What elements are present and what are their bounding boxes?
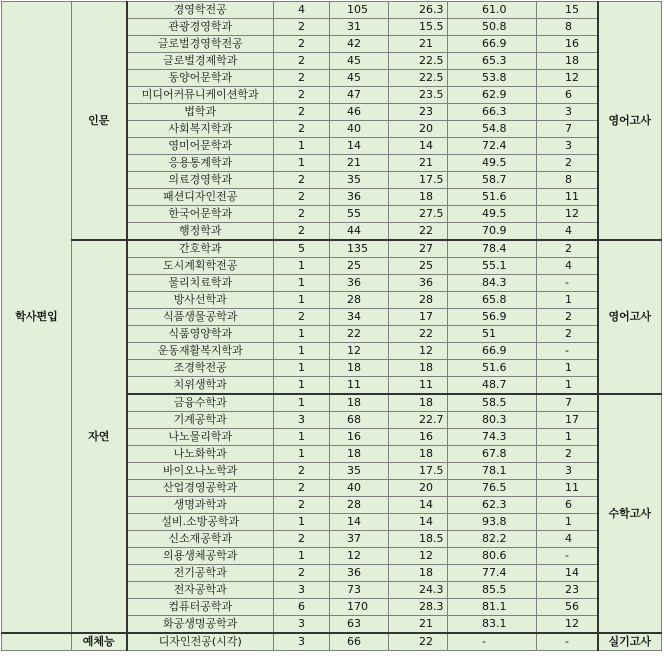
cell-last: 16 [537,36,598,53]
cell-avg: 51.6 [448,360,537,377]
cell-last: 23 [537,582,598,599]
cell-dept: 관광경영학과 [127,19,274,36]
cell-last: 3 [537,463,598,480]
cell-comp: 26.3 [389,2,448,19]
cell-last: 4 [537,258,598,275]
group-label-science: 자연 [72,240,127,633]
cell-last: 14 [537,565,598,582]
cell-comp: 17 [389,309,448,326]
cell-dept: 식품생물공학과 [127,309,274,326]
cell-avg: 65.3 [448,53,537,70]
cell-avg: 66.3 [448,104,537,121]
admission-results-table [1,1,662,651]
cell-comp: 22.5 [389,53,448,70]
cell-avg: 80.6 [448,548,537,565]
cell-sel: 1 [274,326,330,343]
cell-apply: 66 [330,633,389,651]
cell-comp: 21 [389,616,448,634]
cell-last: 2 [537,155,598,172]
cell-apply: 46 [330,104,389,121]
cell-comp: 16 [389,429,448,446]
cell-avg: 58.7 [448,172,537,189]
cell-apply: 12 [330,548,389,565]
cell-apply: 34 [330,309,389,326]
cell-apply: 105 [330,2,389,19]
cell-sel: 2 [274,53,330,70]
cell-apply: 73 [330,582,389,599]
exam-type-practical: 실기고사 [598,633,662,651]
cell-comp: 18 [389,565,448,582]
cell-sel: 2 [274,36,330,53]
cell-last: 7 [537,394,598,412]
table-row [2,633,662,651]
cell-dept: 경영학전공 [127,2,274,19]
cell-sel: 3 [274,616,330,634]
cell-dept: 영미어문학과 [127,138,274,155]
cell-avg: 55.1 [448,258,537,275]
cell-apply: 18 [330,360,389,377]
cell-apply: 31 [330,19,389,36]
cell-comp: 17.5 [389,463,448,480]
cell-comp: 22.7 [389,412,448,429]
cell-apply: 18 [330,394,389,412]
cell-apply: 25 [330,258,389,275]
cell-sel: 1 [274,292,330,309]
cell-comp: 25 [389,258,448,275]
cell-apply: 45 [330,53,389,70]
cell-avg: 48.7 [448,377,537,395]
cell-sel: 6 [274,599,330,616]
cell-avg: 85.5 [448,582,537,599]
table-row [2,2,662,19]
cell-last: 1 [537,377,598,395]
cell-sel: 2 [274,19,330,36]
cell-dept: 치위생학과 [127,377,274,395]
cell-apply: 36 [330,189,389,206]
cell-last: 2 [537,446,598,463]
cell-sel: 2 [274,497,330,514]
group-label-humanities: 인문 [72,2,127,241]
cell-comp: 22 [389,633,448,651]
cell-sel: 3 [274,582,330,599]
cell-apply: 42 [330,36,389,53]
cell-comp: 27.5 [389,206,448,223]
cell-sel: 2 [274,309,330,326]
cell-sel: 1 [274,360,330,377]
cell-apply: 170 [330,599,389,616]
cell-sel: 5 [274,240,330,258]
cell-last: 6 [537,497,598,514]
exam-type-english-science: 영어고사 [598,240,662,394]
group-label-arts: 예체능 [72,633,127,651]
exam-type-math: 수학고사 [598,394,662,633]
cell-last: 3 [537,138,598,155]
cell-dept: 행정학과 [127,223,274,241]
cell-apply: 40 [330,121,389,138]
cell-dept: 글로벌경제학과 [127,53,274,70]
cell-apply: 36 [330,275,389,292]
cell-last: 17 [537,412,598,429]
cell-sel: 1 [274,275,330,292]
cell-last: 12 [537,616,598,634]
cell-comp: 11 [389,377,448,395]
cell-comp: 14 [389,497,448,514]
cell-last: - [537,633,598,651]
cell-sel: 2 [274,172,330,189]
cell-last: 8 [537,172,598,189]
cell-dept: 산업경영공학과 [127,480,274,497]
cell-dept: 나노물리학과 [127,429,274,446]
cell-dept: 금융수학과 [127,394,274,412]
cell-last: - [537,275,598,292]
exam-type-english-humanities: 영어고사 [598,2,662,241]
cell-apply: 12 [330,343,389,360]
cell-last: 6 [537,87,598,104]
cell-comp: 21 [389,36,448,53]
cell-avg: 84.3 [448,275,537,292]
cell-apply: 28 [330,497,389,514]
cell-avg: 77.4 [448,565,537,582]
cell-sel: 2 [274,480,330,497]
cell-sel: 2 [274,70,330,87]
cell-dept: 간호학과 [127,240,274,258]
cell-avg: 58.5 [448,394,537,412]
cell-last: 4 [537,531,598,548]
cell-comp: 20 [389,121,448,138]
cell-avg: 67.8 [448,446,537,463]
cell-dept: 법학과 [127,104,274,121]
cell-comp: 22 [389,223,448,241]
cell-comp: 27 [389,240,448,258]
cell-sel: 3 [274,633,330,651]
cell-last: 11 [537,480,598,497]
table-body [2,2,662,651]
cell-apply: 22 [330,326,389,343]
cell-comp: 14 [389,514,448,531]
cell-dept: 신소재공학과 [127,531,274,548]
cell-last: 18 [537,53,598,70]
cell-dept: 컴퓨터공학과 [127,599,274,616]
cell-comp: 18 [389,394,448,412]
cell-avg: 74.3 [448,429,537,446]
cell-last: 11 [537,189,598,206]
cell-last: 12 [537,206,598,223]
cell-avg: 66.9 [448,36,537,53]
cell-comp: 20 [389,480,448,497]
cell-avg: 56.9 [448,309,537,326]
cell-apply: 37 [330,531,389,548]
cell-sel: 1 [274,258,330,275]
cell-sel: 1 [274,138,330,155]
cell-comp: 23 [389,104,448,121]
cell-sel: 2 [274,463,330,480]
cell-avg: 61.0 [448,2,537,19]
cell-comp: 22 [389,326,448,343]
cell-sel: 1 [274,377,330,395]
cell-avg: 51.6 [448,189,537,206]
cell-sel: 1 [274,155,330,172]
cell-last: 12 [537,70,598,87]
cell-avg: 78.1 [448,463,537,480]
cell-last: 4 [537,223,598,241]
cell-apply: 11 [330,377,389,395]
cell-last: 3 [537,104,598,121]
table-row [2,240,662,258]
cell-last: 2 [537,309,598,326]
cell-last: - [537,548,598,565]
cell-comp: 22.5 [389,70,448,87]
cell-dept: 전기공학과 [127,565,274,582]
cell-apply: 63 [330,616,389,634]
cell-dept: 패션디자인전공 [127,189,274,206]
cell-last: 1 [537,514,598,531]
cell-comp: 18 [389,189,448,206]
cell-avg: 49.5 [448,206,537,223]
cell-dept: 디자인전공(시각) [127,633,274,651]
cell-last: 1 [537,429,598,446]
cell-dept: 미디어커뮤니케이션학과 [127,87,274,104]
cell-last: 2 [537,326,598,343]
cell-sel: 1 [274,394,330,412]
cell-comp: 12 [389,343,448,360]
cell-dept: 생명과학과 [127,497,274,514]
cell-sel: 2 [274,121,330,138]
cell-dept: 방사선학과 [127,292,274,309]
cell-apply: 68 [330,412,389,429]
cell-avg: 76.5 [448,480,537,497]
cell-apply: 28 [330,292,389,309]
cell-comp: 18 [389,360,448,377]
cell-dept: 의료경영학과 [127,172,274,189]
cell-last: 1 [537,360,598,377]
cell-avg: 54.8 [448,121,537,138]
cell-sel: 2 [274,87,330,104]
cell-dept: 글로벌경영학전공 [127,36,274,53]
cell-sel: 2 [274,565,330,582]
cell-comp: 36 [389,275,448,292]
cell-comp: 15.5 [389,19,448,36]
cell-avg: 62.3 [448,497,537,514]
cell-dept: 한국어문학과 [127,206,274,223]
cell-dept: 조경학전공 [127,360,274,377]
cell-sel: 2 [274,189,330,206]
cell-sel: 1 [274,548,330,565]
cell-sel: 3 [274,412,330,429]
cell-avg: 49.5 [448,155,537,172]
cell-apply: 135 [330,240,389,258]
cell-apply: 44 [330,223,389,241]
cell-apply: 40 [330,480,389,497]
cell-dept: 바이오나노학과 [127,463,274,480]
cell-dept: 전자공학과 [127,582,274,599]
cell-comp: 21 [389,155,448,172]
cell-sel: 1 [274,429,330,446]
cell-sel: 1 [274,446,330,463]
program-label-blank [2,633,72,651]
program-label: 학사편입 [2,2,72,634]
cell-last: 8 [537,19,598,36]
cell-comp: 23.5 [389,87,448,104]
cell-apply: 14 [330,138,389,155]
cell-comp: 18 [389,446,448,463]
cell-avg: 50.8 [448,19,537,36]
cell-comp: 18.5 [389,531,448,548]
cell-last: 15 [537,2,598,19]
cell-apply: 21 [330,155,389,172]
cell-sel: 1 [274,514,330,531]
cell-dept: 의용생체공학과 [127,548,274,565]
cell-dept: 화공생명공학과 [127,616,274,634]
cell-comp: 24.3 [389,582,448,599]
cell-dept: 기계공학과 [127,412,274,429]
cell-avg: 78.4 [448,240,537,258]
cell-last: 2 [537,240,598,258]
cell-apply: 35 [330,463,389,480]
cell-dept: 식품영양학과 [127,326,274,343]
cell-avg: 66.9 [448,343,537,360]
cell-apply: 14 [330,514,389,531]
cell-apply: 55 [330,206,389,223]
cell-avg: 72.4 [448,138,537,155]
cell-dept: 도시계획학전공 [127,258,274,275]
cell-comp: 28 [389,292,448,309]
cell-avg: - [448,633,537,651]
cell-dept: 운동재활복지학과 [127,343,274,360]
cell-dept: 설비.소방공학과 [127,514,274,531]
cell-sel: 2 [274,104,330,121]
cell-apply: 47 [330,87,389,104]
cell-avg: 93.8 [448,514,537,531]
cell-apply: 16 [330,429,389,446]
cell-sel: 1 [274,343,330,360]
cell-dept: 응용통계학과 [127,155,274,172]
cell-dept: 물리치료학과 [127,275,274,292]
cell-avg: 62.9 [448,87,537,104]
cell-dept: 사회복지학과 [127,121,274,138]
cell-apply: 18 [330,446,389,463]
cell-dept: 나노화학과 [127,446,274,463]
cell-apply: 36 [330,565,389,582]
cell-avg: 81.1 [448,599,537,616]
cell-sel: 2 [274,223,330,241]
cell-sel: 4 [274,2,330,19]
cell-dept: 동양어문학과 [127,70,274,87]
cell-avg: 82.2 [448,531,537,548]
cell-avg: 51 [448,326,537,343]
cell-apply: 45 [330,70,389,87]
cell-comp: 17.5 [389,172,448,189]
cell-comp: 12 [389,548,448,565]
cell-avg: 70.9 [448,223,537,241]
cell-comp: 28.3 [389,599,448,616]
cell-last: 7 [537,121,598,138]
cell-sel: 2 [274,531,330,548]
cell-avg: 53.8 [448,70,537,87]
cell-last: 56 [537,599,598,616]
cell-comp: 14 [389,138,448,155]
cell-last: - [537,343,598,360]
cell-last: 1 [537,292,598,309]
cell-avg: 83.1 [448,616,537,634]
cell-avg: 65.8 [448,292,537,309]
cell-sel: 2 [274,206,330,223]
cell-apply: 35 [330,172,389,189]
cell-avg: 80.3 [448,412,537,429]
